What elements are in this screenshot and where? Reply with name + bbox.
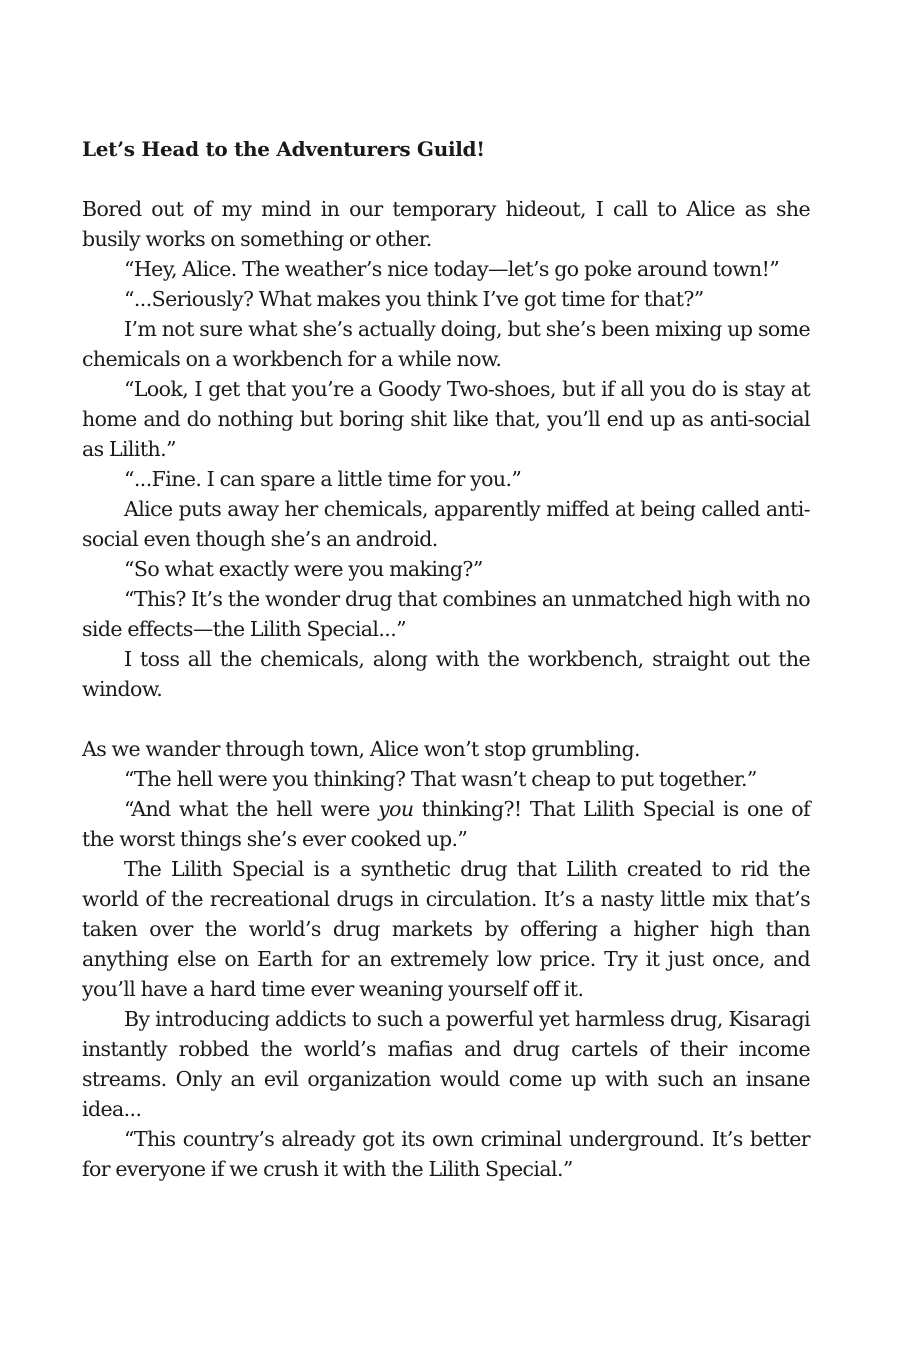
scene-two: [82, 734, 810, 1184]
paragraph: I toss all the chemicals, along with the workbench, straight out the window.: [82, 647, 810, 701]
paragraph-text-after: thinking?! That Lilith Special is one of the worst things she’s ever cooked up.”: [82, 797, 810, 851]
paragraph: Alice puts away her chemicals, apparently miffed at being called anti-social even though she’s an android.: [82, 497, 810, 551]
paragraph: “...Seriously? What makes you think I’ve got time for that?”: [124, 287, 704, 311]
paragraph: “This country’s already got its own criminal underground. It’s better for everyone if we crush it with the Lilith Special.”: [82, 1127, 810, 1181]
paragraph-text-before: “And what the hell were: [124, 797, 379, 821]
paragraph: The Lilith Special is a synthetic drug that Lilith created to rid the world of the recreational drugs in circulation. It’s a nasty little mix that’s taken over the world’s drug markets by offering a higher high than anything else on Earth for an extremely low price. Try it just once, and you’ll have a hard time ever weaning yourself off it.: [82, 857, 810, 1001]
paragraph: Bored out of my mind in our temporary hideout, I call to Alice as she busily works on something or other.: [82, 197, 810, 251]
paragraph: “This? It’s the wonder drug that combines an unmatched high with no side effects—the Lilith Special...”: [82, 587, 810, 641]
paragraph: “Look, I get that you’re a Goody Two-shoes, but if all you do is stay at home and do nothing but boring shit like that, you’ll end up as anti-social as Lilith.”: [82, 377, 810, 461]
paragraph: “...Fine. I can spare a little time for you.”: [124, 467, 522, 491]
scene-one: [82, 194, 810, 704]
paragraph: As we wander through town, Alice won’t stop grumbling.: [82, 737, 640, 761]
book-page: [82, 134, 810, 1214]
paragraph: “The hell were you thinking? That wasn’t cheap to put together.”: [124, 767, 757, 791]
paragraph: “So what exactly were you making?”: [124, 557, 483, 581]
chapter-title: Let’s Head to the Adventurers Guild!: [82, 137, 485, 161]
paragraph: “Hey, Alice. The weather’s nice today—let’s go poke around town!”: [124, 257, 780, 281]
paragraph: I’m not sure what she’s actually doing, but she’s been mixing up some chemicals on a workbench for a while now.: [82, 317, 810, 371]
paragraph: By introducing addicts to such a powerful yet harmless drug, Kisaragi instantly robbed the world’s mafias and drug cartels of their income streams. Only an evil organization would come up with such an insane idea...: [82, 1007, 810, 1121]
paragraph-with-emphasis: [82, 794, 810, 854]
emphasized-word: you: [378, 797, 414, 821]
